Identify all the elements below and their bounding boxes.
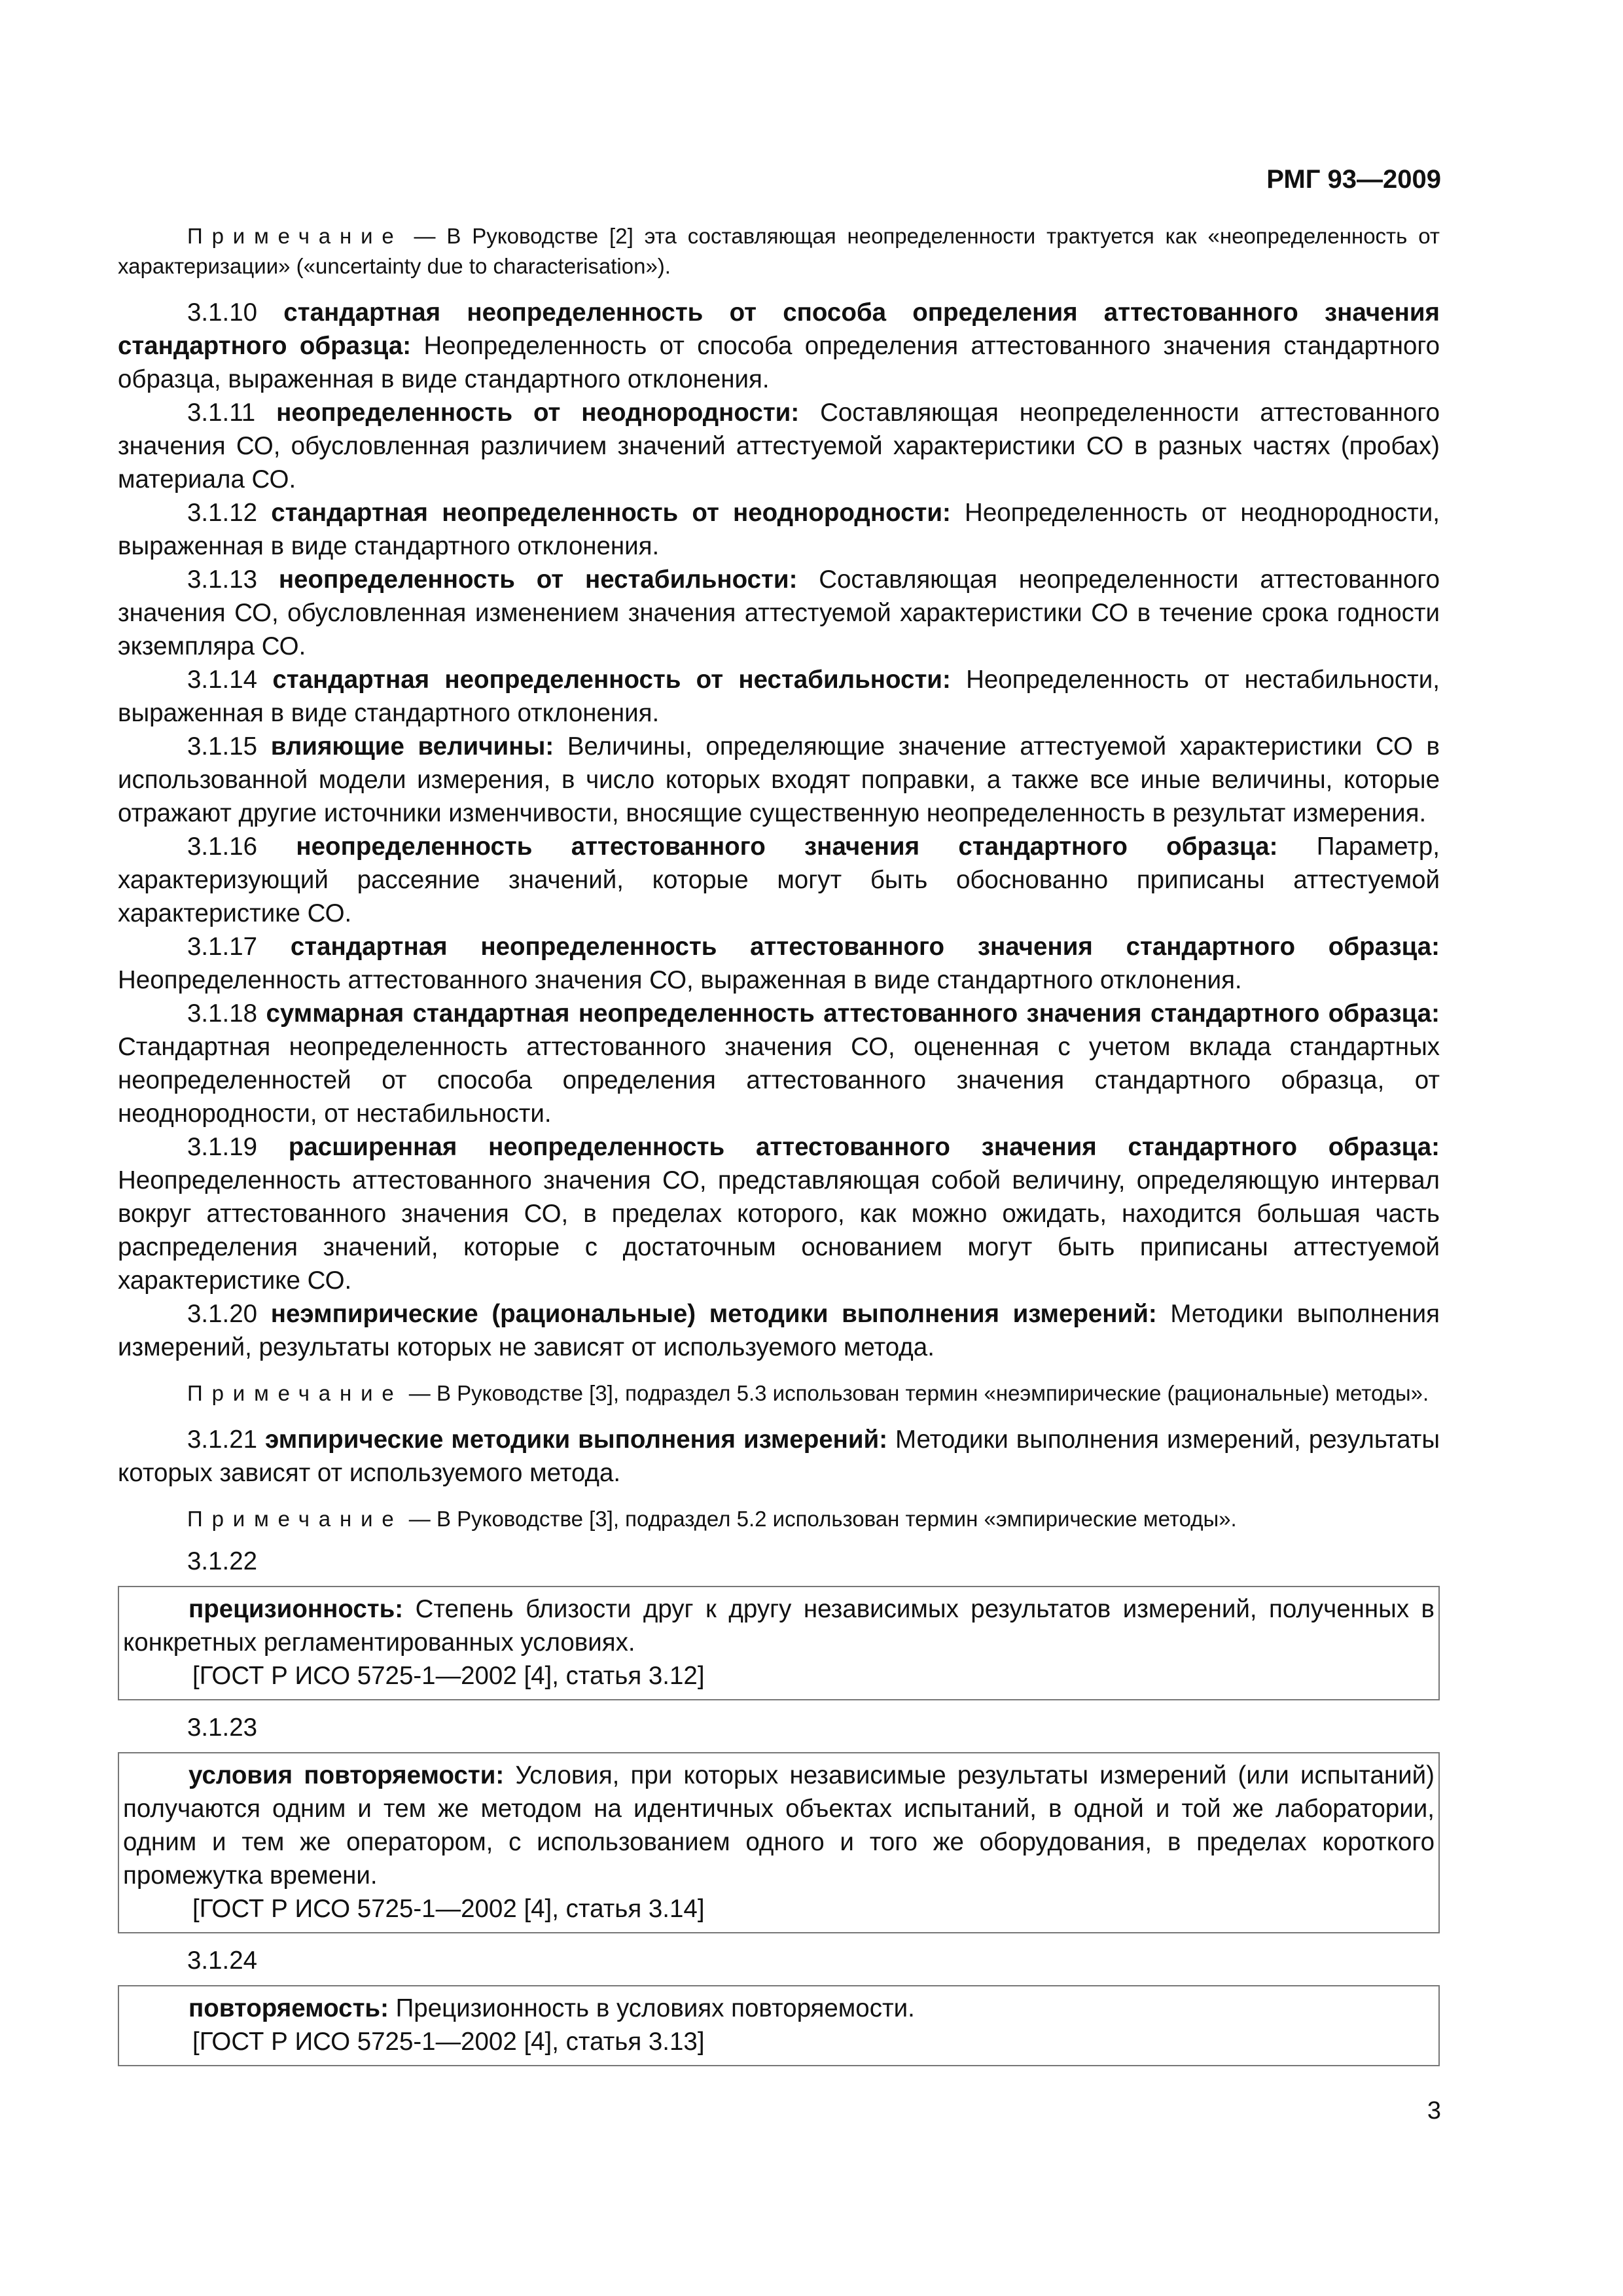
- document-code-header: РМГ 93—2009: [1266, 165, 1441, 194]
- term-definition: Неопределенность от нестабильности, выраженная в виде стандартного отклонения.: [118, 666, 1440, 727]
- term-3-1-12: [118, 496, 1440, 563]
- term-title: эмпирические методики выполнения измерений:: [265, 1426, 888, 1454]
- term-definition: Условия, при которых независимые результаты измерений (или испытаний) получаются одним и тем же методом на идентичных объектах испытаний, в одной и той же лаборатории, одним и тем же оператором, с использованием одного и того же оборудования, в пределах короткого промежутка времени.: [123, 1761, 1435, 1890]
- term-definition: Стандартная неопределенность аттестованного значения СО, оцененная с учетом вклада стандартных неопределенностей от способа определения аттестованного значения стандартного образца, от неоднородности, от нестабильности.: [118, 1033, 1440, 1128]
- term-title: условия повторяемости:: [188, 1761, 505, 1789]
- term-number: 3.1.18: [187, 999, 258, 1028]
- term-number: 3.1.13: [187, 565, 258, 594]
- term-definition: Неопределенность аттестованного значения СО, выраженная в виде стандартного отклонения.: [118, 966, 1242, 994]
- term-3-1-20: [118, 1297, 1440, 1364]
- note-2: [118, 1378, 1440, 1408]
- boxed-definition: [123, 1592, 1435, 1659]
- term-definition: Величины, определяющие значение аттестуемой характеристики СО в использованной модели измерения, в число которых входят поправки, а также все иные величины, которые отражают другие источники изменчивости, вносящие существенную неопределенность в результат измерения.: [118, 732, 1440, 827]
- term-title: неопределенность аттестованного значения стандартного образца:: [296, 833, 1278, 861]
- term-title: стандартная неопределенность от способа определения аттестованного значения стандартного образца:: [118, 298, 1440, 360]
- term-3-1-16: [118, 830, 1440, 930]
- term-title: влияющие величины:: [270, 732, 554, 761]
- source-reference: [ГОСТ Р ИСО 5725-1—2002 [4], статья 3.12]: [192, 1662, 705, 1690]
- term-definition: Методики выполнения измерений, результаты которых не зависят от используемого метода.: [118, 1300, 1440, 1361]
- term-title: стандартная неопределенность аттестованного значения стандартного образца:: [290, 933, 1440, 961]
- note-label: Примечание: [187, 224, 403, 248]
- term-number: 3.1.19: [187, 1133, 258, 1161]
- term-definition: Прецизионность в условиях повторяемости.: [388, 1994, 915, 2022]
- term-box-3-1-23: [118, 1752, 1440, 1933]
- term-number: 3.1.16: [187, 833, 258, 861]
- source-reference: [ГОСТ Р ИСО 5725-1—2002 [4], статья 3.13]: [192, 2028, 705, 2056]
- note-label: Примечание: [187, 1381, 403, 1405]
- term-number: 3.1.12: [187, 499, 258, 527]
- term-definition: Неопределенность от способа определения аттестованного значения стандартного образца, выраженная в виде стандартного отклонения.: [118, 332, 1440, 393]
- term-number: 3.1.15: [187, 732, 258, 761]
- term-definition: Составляющая неопределенности аттестованного значения СО, обусловленная различием значений аттестуемой характеристики СО в разных частях (пробах) материала СО.: [118, 399, 1440, 493]
- note-text: — В Руководстве [3], подраздел 5.2 использован термин «эмпирические методы».: [402, 1507, 1237, 1531]
- boxed-definition: [123, 1759, 1435, 1892]
- term-definition: Параметр, характеризующий рассеяние значений, которые могут быть обоснованно приписаны аттестуемой характеристике СО.: [118, 833, 1440, 927]
- term-title: стандартная неопределенность от неоднородности:: [271, 499, 951, 527]
- document-body: [118, 221, 1440, 2077]
- term-definition: Составляющая неопределенности аттестованного значения СО, обусловленная изменением значения аттестуемой характеристики СО в течение срока годности экземпляра СО.: [118, 565, 1440, 660]
- term-3-1-10: [118, 296, 1440, 396]
- term-title: неопределенность от нестабильности:: [278, 565, 798, 594]
- page-number: 3: [1427, 2097, 1441, 2125]
- source-reference: [ГОСТ Р ИСО 5725-1—2002 [4], статья 3.14]: [192, 1895, 705, 1923]
- note-1: [118, 221, 1440, 281]
- boxed-definition: [123, 1992, 1435, 2025]
- note-text: — В Руководстве [3], подраздел 5.3 использован термин «неэмпирические (рациональные) методы».: [402, 1381, 1429, 1405]
- term-title: повторяемость:: [188, 1994, 389, 2022]
- note-3: [118, 1504, 1440, 1534]
- term-definition: Степень близости друг к другу независимых результатов измерений, полученных в конкретных регламентированных условиях.: [123, 1595, 1435, 1657]
- term-title: прецизионность:: [188, 1595, 404, 1623]
- term-number-3-1-23: 3.1.23: [187, 1713, 258, 1742]
- term-3-1-13: [118, 563, 1440, 663]
- term-3-1-18: [118, 997, 1440, 1130]
- term-title: неопределенность от неоднородности:: [276, 399, 800, 427]
- term-number-3-1-22: 3.1.22: [187, 1547, 258, 1575]
- term-title: суммарная стандартная неопределенность аттестованного значения стандартного образца:: [266, 999, 1440, 1028]
- term-number: 3.1.20: [187, 1300, 258, 1328]
- term-title: расширенная неопределенность аттестованного значения стандартного образца:: [288, 1133, 1440, 1161]
- term-3-1-15: [118, 730, 1440, 830]
- term-definition: Методики выполнения измерений, результаты которых зависят от используемого метода.: [118, 1426, 1440, 1487]
- note-label: Примечание: [187, 1507, 403, 1531]
- term-3-1-17: [118, 930, 1440, 997]
- term-box-3-1-22: [118, 1586, 1440, 1700]
- term-number: 3.1.21: [187, 1426, 258, 1454]
- note-text: — В Руководстве [2] эта составляющая неопределенности трактуется как «неопределенность от характеризации» («uncertainty due to characterisation»).: [118, 224, 1440, 278]
- term-3-1-11: [118, 396, 1440, 496]
- term-title: стандартная неопределенность от нестабильности:: [272, 666, 951, 694]
- term-definition: Неопределенность от неоднородности, выраженная в виде стандартного отклонения.: [118, 499, 1440, 560]
- term-number: 3.1.14: [187, 666, 258, 694]
- term-number: 3.1.17: [187, 933, 258, 961]
- term-definition: Неопределенность аттестованного значения СО, представляющая собой величину, определяющую интервал вокруг аттестованного значения СО, в пределах которого, как можно ожидать, находится большая часть распределения значений, которые с достаточным основанием могут быть приписаны аттестуемой характеристике СО.: [118, 1166, 1440, 1295]
- term-number-3-1-24: 3.1.24: [187, 1946, 258, 1975]
- term-3-1-19: [118, 1130, 1440, 1297]
- term-title: неэмпирические (рациональные) методики выполнения измерений:: [270, 1300, 1157, 1328]
- term-3-1-21: [118, 1423, 1440, 1490]
- term-3-1-14: [118, 663, 1440, 730]
- term-number: 3.1.10: [187, 298, 258, 327]
- term-box-3-1-24: [118, 1985, 1440, 2066]
- term-number: 3.1.11: [187, 399, 256, 427]
